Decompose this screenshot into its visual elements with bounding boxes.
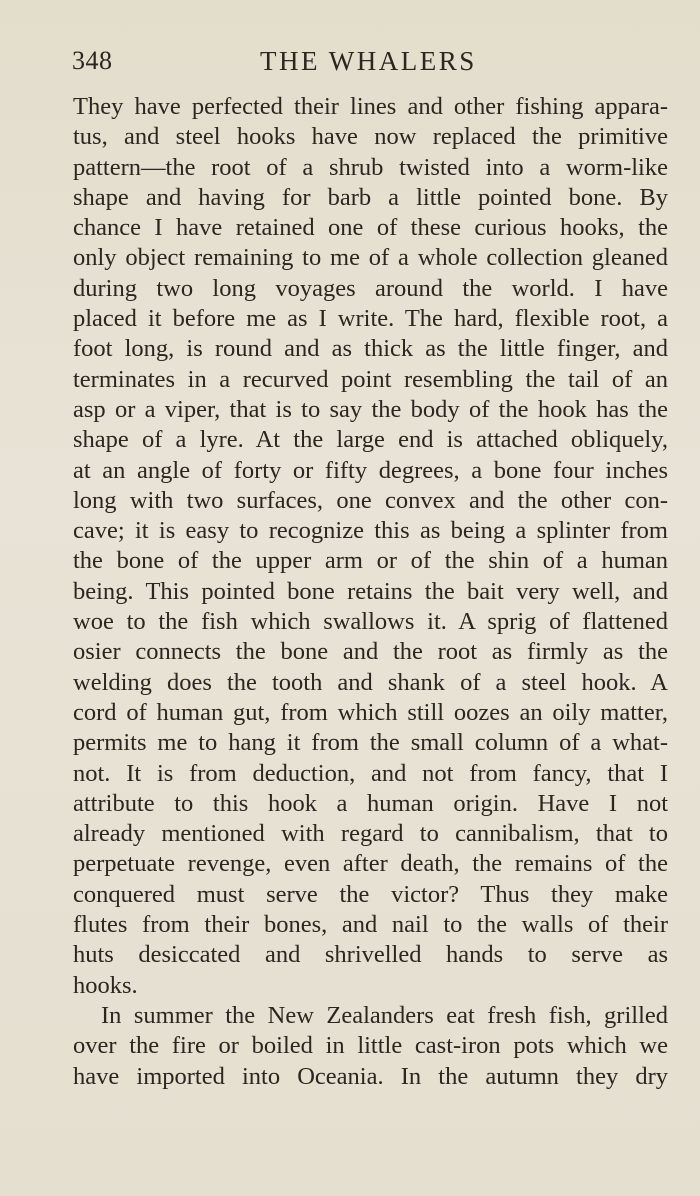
text-line: only object remaining to me of a whole collection gleaned — [73, 244, 668, 272]
text-line: foot long, is round and as thick as the little finger, and — [73, 335, 668, 363]
text-line: not. It is from deduction, and not from fancy, that I — [73, 759, 668, 787]
page-header — [72, 46, 668, 82]
text-line: during two long voyages around the world. I have — [73, 274, 668, 302]
text-line: long with two surfaces, one convex and the other con- — [73, 486, 668, 514]
text-line: perpetuate revenge, even after death, the remains of the — [73, 850, 668, 878]
text-line: tus, and steel hooks have now replaced the primitive — [73, 123, 668, 151]
text-line: woe to the fish which swallows it. A sprig of flattened — [73, 608, 668, 636]
text-line: over the fire or boiled in little cast-iron pots which we — [73, 1032, 668, 1060]
text-line: cord of human gut, from which still oozes an oily matter, — [73, 698, 668, 726]
text-line: They have perfected their lines and other fishing appara- — [73, 93, 668, 120]
text-line: chance I have retained one of these curious hooks, the — [73, 214, 668, 242]
text-line: cave; it is easy to recognize this as being a splinter from — [73, 517, 668, 545]
text-line: In summer the New Zealanders eat fresh fish, grilled — [101, 1001, 668, 1029]
running-title: THE WHALERS — [260, 46, 477, 76]
paragraph — [73, 1001, 668, 1092]
text-line: the bone of the upper arm or of the shin of a human — [73, 547, 668, 575]
text-line: pattern—the root of a shrub twisted into a worm-like — [73, 153, 668, 181]
text-line: hooks. — [73, 971, 138, 999]
text-line: huts desiccated and shrivelled hands to serve as — [73, 941, 668, 969]
text-line: shape of a lyre. At the large end is attached obliquely, — [73, 426, 668, 454]
text-line: at an angle of forty or fifty degrees, a bone four inches — [73, 456, 668, 484]
paragraph — [73, 92, 668, 1001]
text-line: osier connects the bone and the root as firmly as the — [73, 638, 668, 666]
text-line: being. This pointed bone retains the bait very well, and — [73, 577, 668, 605]
page-number: 348 — [72, 46, 113, 75]
text-line: permits me to hang it from the small column of a what- — [73, 729, 668, 757]
text-line: have imported into Oceania. In the autumn they dry — [73, 1062, 668, 1090]
text-line: shape and having for barb a little pointed bone. By — [73, 183, 668, 211]
text-line: attribute to this hook a human origin. Have I not — [73, 789, 668, 817]
text-line: flutes from their bones, and nail to the walls of their — [73, 911, 668, 939]
text-line: terminates in a recurved point resembling the tail of an — [73, 365, 668, 393]
text-line: conquered must serve the victor? Thus they make — [73, 880, 668, 908]
text-line: placed it before me as I write. The hard, flexible root, a — [73, 305, 668, 333]
text-line: asp or a viper, that is to say the body of the hook has the — [73, 395, 668, 423]
text-line: already mentioned with regard to cannibalism, that to — [73, 820, 668, 848]
text-line: welding does the tooth and shank of a steel hook. A — [73, 668, 668, 696]
body-text — [73, 92, 668, 1092]
